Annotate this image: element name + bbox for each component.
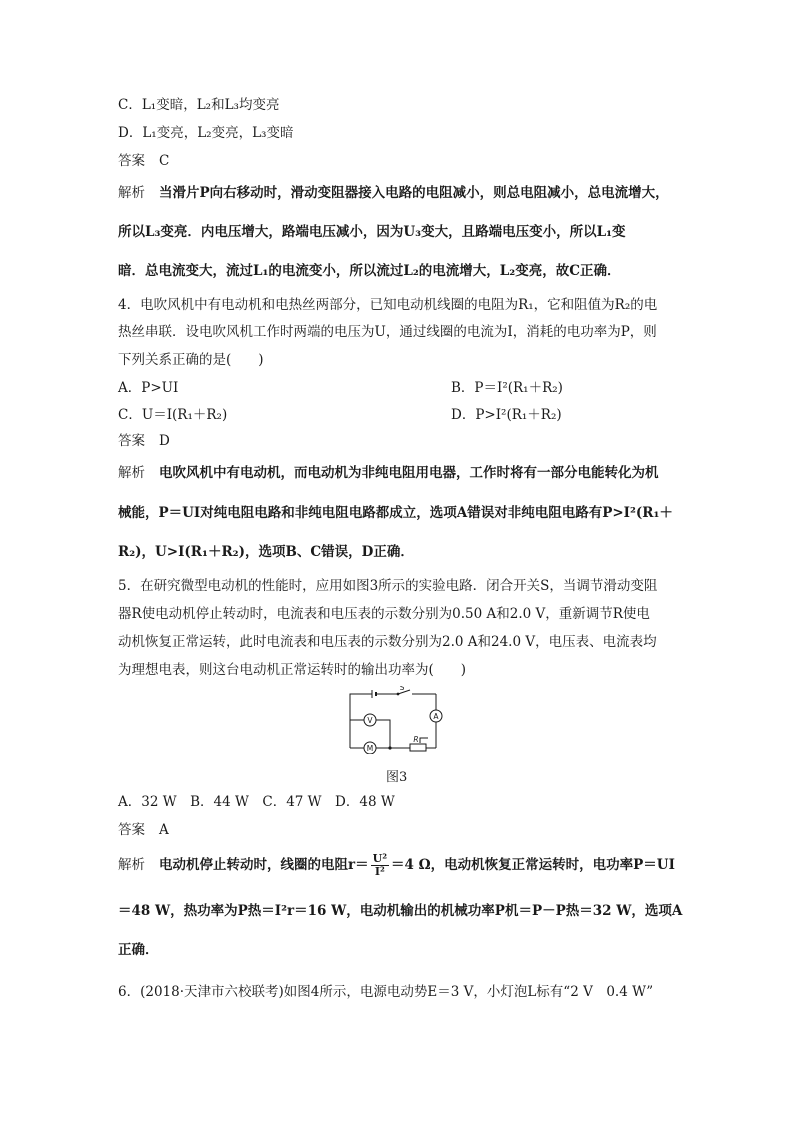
- circuit-diagram: [346, 686, 446, 754]
- q5-stem-line-4: 为理想电表，则这台电动机正常运转时的输出功率为( ): [118, 662, 467, 678]
- q4-option-b: B．P＝I²(R₁＋R₂): [451, 380, 563, 396]
- q4-stem-line-2: 热丝串联．设电吹风机工作时两端的电压为U，通过线圈的电流为I，消耗的电功率为P，则: [118, 324, 657, 340]
- switch-label: S: [399, 686, 405, 692]
- analysis-label: 解析: [118, 857, 145, 873]
- q5-answer: [118, 821, 169, 839]
- q4-stem-line-3: 下列关系正确的是( ): [118, 352, 264, 368]
- q4-analysis-line-2: 械能，P＝UI对纯电阻电路和非纯电阻电路都成立，选项A错误对非纯电阻电路有P>I²(R₁＋: [118, 505, 673, 521]
- q4-analysis-line-1: 解析 电吹风机中有电动机，而电动机为非纯电阻用电器，工作时将有一部分电能转化为机: [118, 465, 659, 481]
- q5-options: A．32 W B．44 W C．47 W D．48 W: [118, 794, 395, 810]
- q6-stem-line-1: 6．(2018·天津市六校联考)如图4所示，电源电动势E＝3 V，小灯泡L标有“2 V 0.4 W”: [118, 984, 654, 1000]
- q4-options-row-2: [118, 406, 562, 424]
- q5-stem-line-3: 动机恢复正常运转，此时电流表和电压表的示数分别为2.0 A和24.0 V，电压表、电流表均: [118, 634, 657, 650]
- q5-analysis-line-1: 解析 电动机停止转动时，线圈的电阻r＝ $\frac{\text{U²}}{\text{I²}}$ ＝4 Ω，电动机恢复正常运转时，电功率P＝UI: [118, 852, 675, 878]
- q4-analysis-line-3: R₂)，U>I(R₁＋R₂)，选项B、C错误，D正确．: [118, 544, 414, 560]
- q5-analysis-line-3: 正确．: [118, 942, 159, 958]
- answer-value: A: [159, 822, 169, 838]
- q3-analysis-line-3: 暗．总电流变大，流过L₁的电流变小，所以流过L₂的电流增大，L₂变亮，故C正确．: [118, 263, 621, 279]
- q4-answer: [118, 432, 170, 450]
- q4-option-a: A．P>UI: [118, 380, 179, 396]
- q4-stem-line-1: 4．电吹风机中有电动机和电热丝两部分，已知电动机线圈的电阻为R₁，它和阻值为R₂的电: [118, 297, 658, 313]
- analysis-label: 解析: [118, 185, 145, 201]
- ammeter-label: A: [433, 712, 439, 721]
- q3-option-d: D．L₁变亮，L₂变亮，L₃变暗: [118, 125, 294, 141]
- rheostat-icon: [410, 744, 426, 751]
- q4-option-d: D．P>I²(R₁＋R₂): [451, 407, 562, 423]
- fraction-u2-over-i2: $\frac{\text{U²}}{\text{I²}}$: [372, 852, 388, 878]
- q5-analysis-line-2: ＝48 W，热功率为P热＝I²r＝16 W，电动机输出的机械功率P机＝P－P热＝32 W，选项A: [118, 903, 683, 919]
- q4-option-c: C．U＝I(R₁＋R₂): [118, 407, 228, 423]
- q3-analysis-line-1: 解析 当滑片P向右移动时，滑动变阻器接入电路的电阻减小，则总电阻减小，总电流增大，: [118, 185, 669, 201]
- q4-options-row-1: [118, 379, 563, 397]
- voltmeter-label: V: [367, 716, 373, 725]
- motor-label: M: [366, 744, 374, 753]
- analysis-label: 解析: [118, 465, 145, 481]
- answer-label: 答案: [118, 433, 145, 449]
- figure-caption: 图3: [386, 770, 408, 785]
- answer-value: C: [159, 153, 170, 169]
- q3-analysis-line-2: 所以L₃变亮．内电压增大，路端电压减小，因为U₃变大，且路端电压变小，所以L₁变: [118, 224, 626, 240]
- q3-answer: [118, 152, 169, 170]
- rheostat-label: R: [413, 735, 419, 744]
- q5-stem-line-1: 5．在研究微型电动机的性能时，应用如图3所示的实验电路．闭合开关S，当调节滑动变阻: [118, 578, 658, 594]
- answer-label: 答案: [118, 153, 145, 169]
- q3-option-c: C．L₁变暗，L₂和L₃均变亮: [118, 97, 280, 113]
- answer-value: D: [159, 433, 170, 449]
- q5-stem-line-2: 器R使电动机停止转动时，电流表和电压表的示数分别为0.50 A和2.0 V，重新调节R使电: [118, 606, 650, 622]
- answer-label: 答案: [118, 822, 145, 838]
